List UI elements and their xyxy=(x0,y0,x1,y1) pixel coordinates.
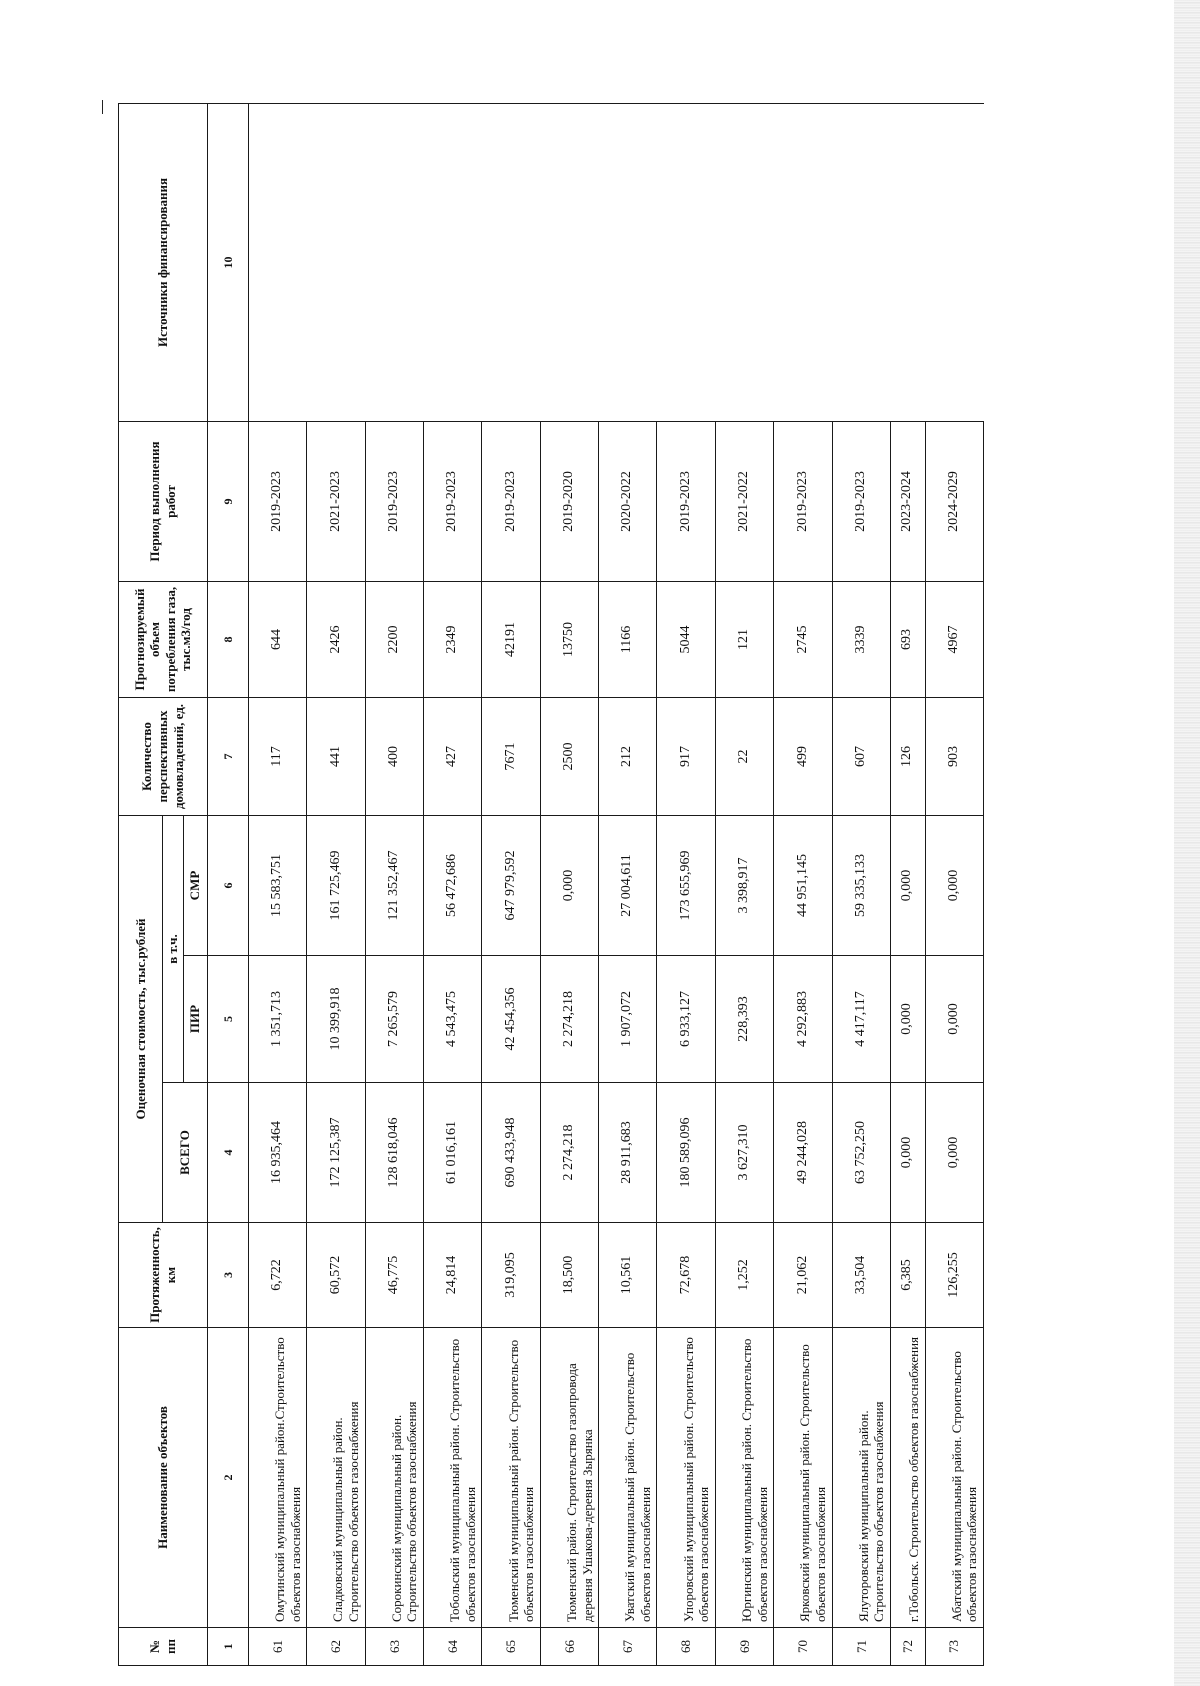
period-cell: 2020-2022 xyxy=(599,422,657,582)
gas-supply-table xyxy=(118,103,984,1666)
table-row xyxy=(774,104,832,1666)
col-number: 2 xyxy=(207,1328,248,1628)
row-index: 68 xyxy=(657,1628,715,1666)
total-cost-cell: 180 589,096 xyxy=(657,1083,715,1223)
pir-cell: 10 399,918 xyxy=(307,956,365,1083)
period-cell: 2019-2023 xyxy=(248,422,306,582)
total-cost-cell: 0,000 xyxy=(925,1083,983,1223)
consumption-cell: 2200 xyxy=(365,582,423,698)
table-row xyxy=(307,104,365,1666)
smr-cell: 56 472,686 xyxy=(423,816,481,956)
object-name: Ялуторовский муниципальный район. Строительство объектов газоснабжения xyxy=(832,1328,890,1628)
pir-cell: 0,000 xyxy=(925,956,983,1083)
col-number: 3 xyxy=(207,1223,248,1328)
total-cost-cell: 16 935,464 xyxy=(248,1083,306,1223)
table-row xyxy=(832,104,890,1666)
object-name: Омутинский муниципальный район.Строительство объектов газоснабжения xyxy=(248,1328,306,1628)
consumption-cell: 42191 xyxy=(482,582,540,698)
consumption-cell: 644 xyxy=(248,582,306,698)
col-number: 1 xyxy=(207,1628,248,1666)
row-index: 64 xyxy=(423,1628,481,1666)
total-cost-cell: 690 433,948 xyxy=(482,1083,540,1223)
rotated-table-page xyxy=(0,94,985,1674)
col-number: 10 xyxy=(207,104,248,422)
total-cost-cell: 128 618,046 xyxy=(365,1083,423,1223)
object-name: Упоровский муниципальный район. Строительство объектов газоснабжения xyxy=(657,1328,715,1628)
col-number: 9 xyxy=(207,422,248,582)
table-row xyxy=(657,104,715,1666)
total-cost-cell: 0,000 xyxy=(890,1083,925,1223)
object-name: г.Тобольск. Строительство объектов газоснабжения xyxy=(890,1328,925,1628)
length-cell: 319,095 xyxy=(482,1223,540,1328)
header-sources: Источники финансирования xyxy=(119,104,208,422)
length-cell: 33,504 xyxy=(832,1223,890,1328)
corner-line xyxy=(102,100,103,114)
smr-cell: 161 725,469 xyxy=(307,816,365,956)
households-cell: 499 xyxy=(774,698,832,816)
households-cell: 400 xyxy=(365,698,423,816)
length-cell: 6,722 xyxy=(248,1223,306,1328)
object-name: Ярковский муниципальный район. Строительство объектов газоснабжения xyxy=(774,1328,832,1628)
sources-cell xyxy=(423,104,481,422)
total-cost-cell: 2 274,218 xyxy=(540,1083,598,1223)
pir-cell: 1 907,072 xyxy=(599,956,657,1083)
sources-cell xyxy=(482,104,540,422)
row-index: 67 xyxy=(599,1628,657,1666)
consumption-cell: 2426 xyxy=(307,582,365,698)
period-cell: 2019-2023 xyxy=(832,422,890,582)
length-cell: 24,814 xyxy=(423,1223,481,1328)
row-index: 72 xyxy=(890,1628,925,1666)
households-cell: 427 xyxy=(423,698,481,816)
table-row xyxy=(365,104,423,1666)
row-index: 65 xyxy=(482,1628,540,1666)
pir-cell: 6 933,127 xyxy=(657,956,715,1083)
length-cell: 60,572 xyxy=(307,1223,365,1328)
total-cost-cell: 3 627,310 xyxy=(715,1083,773,1223)
length-cell: 46,775 xyxy=(365,1223,423,1328)
row-index: 61 xyxy=(248,1628,306,1666)
object-name: Сладковский муниципальный район. Строительство объектов газоснабжения xyxy=(307,1328,365,1628)
pir-cell: 42 454,356 xyxy=(482,956,540,1083)
sources-cell xyxy=(599,104,657,422)
period-cell: 2019-2020 xyxy=(540,422,598,582)
object-name: Тюменский район. Строительство газопровода деревня Ушакова-деревня Зырянка xyxy=(540,1328,598,1628)
consumption-cell: 4967 xyxy=(925,582,983,698)
sources-cell xyxy=(832,104,890,422)
header-consumption: Прогнозируемый объем потребления газа, тыс.м3/год xyxy=(119,582,208,698)
length-cell: 1,252 xyxy=(715,1223,773,1328)
length-cell: 21,062 xyxy=(774,1223,832,1328)
col-number: 6 xyxy=(207,816,248,956)
table-row xyxy=(423,104,481,1666)
period-cell: 2019-2023 xyxy=(657,422,715,582)
length-cell: 72,678 xyxy=(657,1223,715,1328)
consumption-cell: 1166 xyxy=(599,582,657,698)
smr-cell: 3 398,917 xyxy=(715,816,773,956)
pir-cell: 1 351,713 xyxy=(248,956,306,1083)
consumption-cell: 693 xyxy=(890,582,925,698)
length-cell: 6,385 xyxy=(890,1223,925,1328)
smr-cell: 173 655,969 xyxy=(657,816,715,956)
period-cell: 2019-2023 xyxy=(423,422,481,582)
sources-cell xyxy=(774,104,832,422)
consumption-cell: 13750 xyxy=(540,582,598,698)
smr-cell: 59 335,133 xyxy=(832,816,890,956)
total-cost-cell: 172 125,387 xyxy=(307,1083,365,1223)
object-name: Абатский муниципальный район. Строительство объектов газоснабжения xyxy=(925,1328,983,1628)
total-cost-cell: 61 016,161 xyxy=(423,1083,481,1223)
object-name: Тобольский муниципальный район. Строительство объектов газоснабжения xyxy=(423,1328,481,1628)
period-cell: 2021-2022 xyxy=(715,422,773,582)
sources-cell xyxy=(540,104,598,422)
consumption-cell: 2349 xyxy=(423,582,481,698)
sources-cell xyxy=(925,104,983,422)
row-index: 66 xyxy=(540,1628,598,1666)
consumption-cell: 121 xyxy=(715,582,773,698)
pir-cell: 7 265,579 xyxy=(365,956,423,1083)
pir-cell: 2 274,218 xyxy=(540,956,598,1083)
row-index: 63 xyxy=(365,1628,423,1666)
header-pir: ПИР xyxy=(183,956,207,1083)
smr-cell: 27 004,611 xyxy=(599,816,657,956)
table-row xyxy=(599,104,657,1666)
sources-cell xyxy=(890,104,925,422)
length-cell: 126,255 xyxy=(925,1223,983,1328)
col-number: 4 xyxy=(207,1083,248,1223)
smr-cell: 0,000 xyxy=(925,816,983,956)
object-name: Юргинский муниципальный район. Строительство объектов газоснабжения xyxy=(715,1328,773,1628)
households-cell: 212 xyxy=(599,698,657,816)
smr-cell: 647 979,592 xyxy=(482,816,540,956)
object-name: Тюменский муниципальный район. Строительство объектов газоснабжения xyxy=(482,1328,540,1628)
row-index: 71 xyxy=(832,1628,890,1666)
row-index: 62 xyxy=(307,1628,365,1666)
length-cell: 18,500 xyxy=(540,1223,598,1328)
length-cell: 10,561 xyxy=(599,1223,657,1328)
period-cell: 2024-2029 xyxy=(925,422,983,582)
consumption-cell: 2745 xyxy=(774,582,832,698)
households-cell: 441 xyxy=(307,698,365,816)
scan-edge xyxy=(1174,0,1200,1686)
table-row xyxy=(890,104,925,1666)
col-number: 8 xyxy=(207,582,248,698)
header-smr: СМР xyxy=(183,816,207,956)
total-cost-cell: 63 752,250 xyxy=(832,1083,890,1223)
households-cell: 917 xyxy=(657,698,715,816)
sources-cell xyxy=(365,104,423,422)
sources-cell xyxy=(307,104,365,422)
header-period: Период выполнения работ xyxy=(119,422,208,582)
pir-cell: 4 543,475 xyxy=(423,956,481,1083)
header-length: Протяженность, км xyxy=(119,1223,208,1328)
period-cell: 2019-2023 xyxy=(774,422,832,582)
smr-cell: 121 352,467 xyxy=(365,816,423,956)
header-incl: в т.ч. xyxy=(163,816,184,1083)
total-cost-cell: 28 911,683 xyxy=(599,1083,657,1223)
pir-cell: 228,393 xyxy=(715,956,773,1083)
row-index: 69 xyxy=(715,1628,773,1666)
smr-cell: 0,000 xyxy=(890,816,925,956)
sources-cell xyxy=(715,104,773,422)
row-index: 70 xyxy=(774,1628,832,1666)
households-cell: 117 xyxy=(248,698,306,816)
table-row xyxy=(925,104,983,1666)
header-total: ВСЕГО xyxy=(163,1083,208,1223)
smr-cell: 44 951,145 xyxy=(774,816,832,956)
households-cell: 22 xyxy=(715,698,773,816)
table-row xyxy=(248,104,306,1666)
column-numbers-row xyxy=(207,104,248,1666)
period-cell: 2023-2024 xyxy=(890,422,925,582)
table-row xyxy=(715,104,773,1666)
sources-cell xyxy=(248,104,306,422)
object-name: Сорокинский муниципальный район. Строительство объектов газоснабжения xyxy=(365,1328,423,1628)
consumption-cell: 3339 xyxy=(832,582,890,698)
total-cost-cell: 49 244,028 xyxy=(774,1083,832,1223)
households-cell: 2500 xyxy=(540,698,598,816)
households-cell: 7671 xyxy=(482,698,540,816)
smr-cell: 15 583,751 xyxy=(248,816,306,956)
table-row xyxy=(482,104,540,1666)
header-name: Наименование объектов xyxy=(119,1328,208,1628)
period-cell: 2019-2023 xyxy=(365,422,423,582)
pir-cell: 0,000 xyxy=(890,956,925,1083)
pir-cell: 4 292,883 xyxy=(774,956,832,1083)
object-name: Уватский муниципальный район. Строительство объектов газоснабжения xyxy=(599,1328,657,1628)
households-cell: 607 xyxy=(832,698,890,816)
header-cost: Оценочная стоимость, тыс.рублей xyxy=(119,816,163,1223)
table-row xyxy=(540,104,598,1666)
col-number: 5 xyxy=(207,956,248,1083)
sources-cell xyxy=(657,104,715,422)
households-cell: 126 xyxy=(890,698,925,816)
households-cell: 903 xyxy=(925,698,983,816)
smr-cell: 0,000 xyxy=(540,816,598,956)
col-number: 7 xyxy=(207,698,248,816)
header-households: Количество перспективных домовладений, ед. xyxy=(119,698,208,816)
header-idx: № пп xyxy=(119,1628,208,1666)
period-cell: 2019-2023 xyxy=(482,422,540,582)
pir-cell: 4 417,117 xyxy=(832,956,890,1083)
period-cell: 2021-2023 xyxy=(307,422,365,582)
consumption-cell: 5044 xyxy=(657,582,715,698)
row-index: 73 xyxy=(925,1628,983,1666)
